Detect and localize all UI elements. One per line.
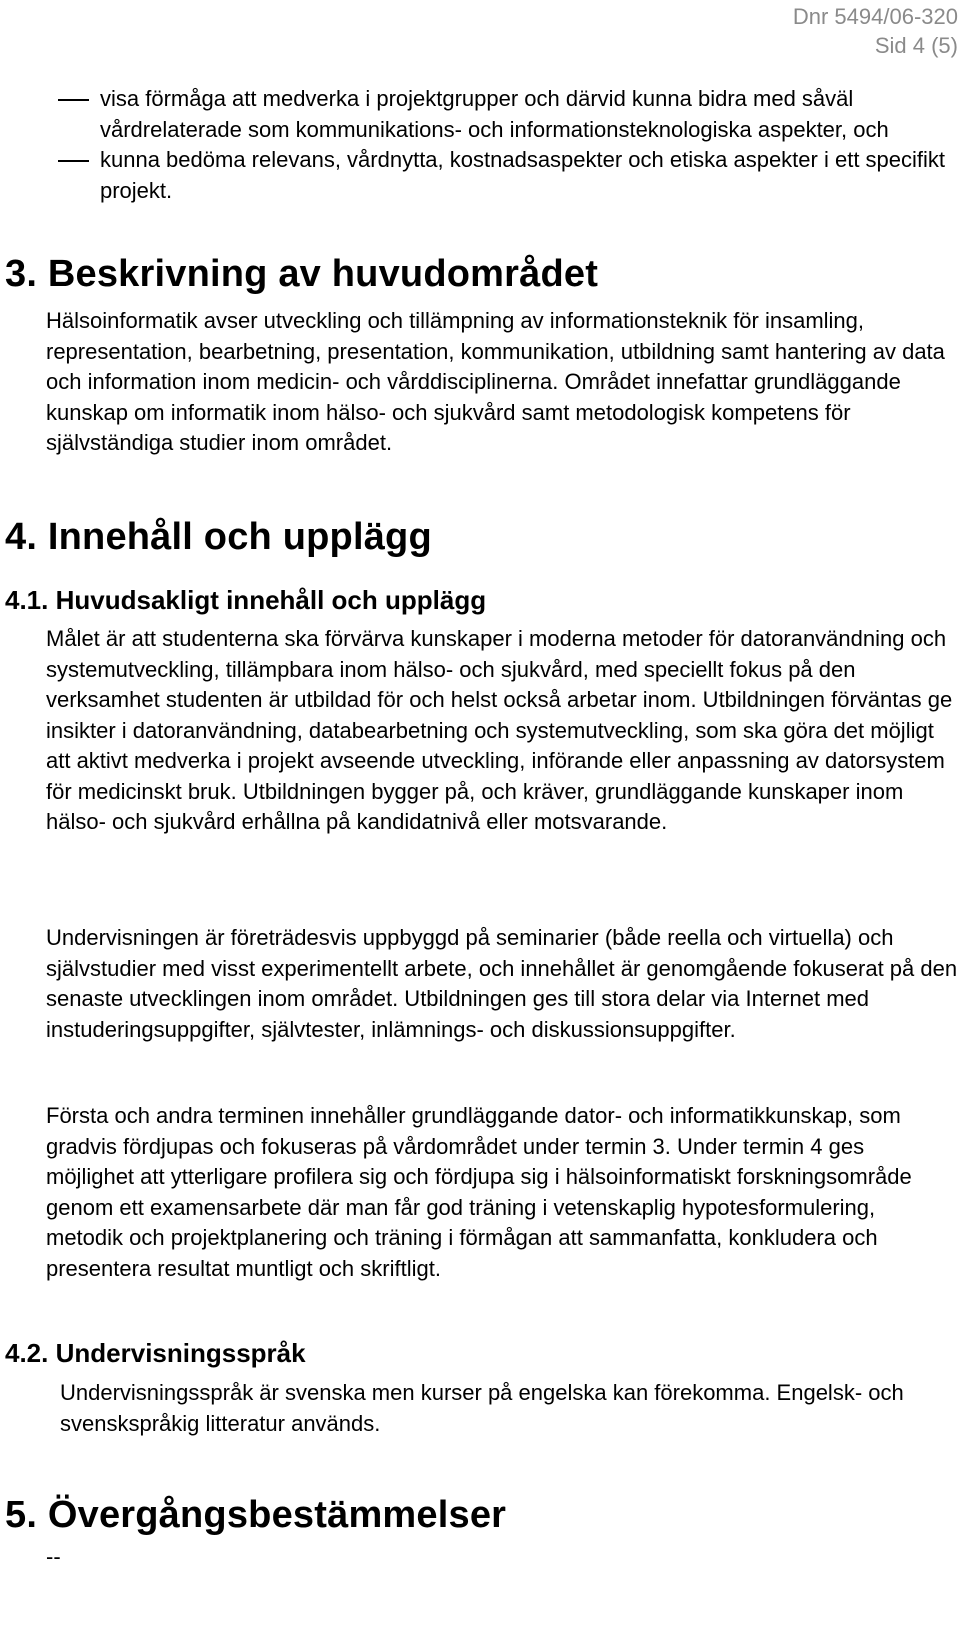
subsection-4-2-heading: [5, 1338, 306, 1369]
section-5-heading: [5, 1494, 506, 1537]
bullet-text: visa förmåga att medverka i projektgrupper och därvid kunna bidra med såväl vårdrelaterade som kommunikations- och informationsteknologiska aspekter, och: [100, 86, 889, 142]
bullet-item: [0, 84, 960, 145]
section-5-title: Övergångsbestämmelser: [47, 1494, 507, 1536]
section-4-title: Innehåll och upplägg: [47, 516, 432, 558]
bullet-list: [0, 84, 960, 206]
section-5-number: 5.: [5, 1494, 38, 1536]
subsection-4-1-number: 4.1.: [5, 585, 49, 615]
section-3-title: Beskrivning av huvudområdet: [47, 253, 599, 295]
paragraph-4-1-b: Undervisningen är företrädesvis uppbyggd på seminarier (både reella och virtuella) och självstudier med visst experimentellt arbete, och innehållet är genomgående fokuserat på den senaste utvecklingen inom området. Utbildningen ges till stora delar via Internet med instuderingsuppgifter, självtester, inlämnings- och diskussionsuppgifter.: [46, 925, 958, 1042]
section-3-number: 3.: [5, 253, 38, 295]
subsection-4-2-title: Undervisningsspråk: [55, 1338, 306, 1368]
dash-icon: [58, 99, 89, 101]
subsection-4-1-heading: [5, 585, 486, 616]
subsection-4-1-title: Huvudsakligt innehåll och upplägg: [55, 585, 487, 615]
paragraph-4-2: Undervisningsspråk är svenska men kurser på engelska kan förekomma. Engelsk- och svenskspråkig litteratur används.: [60, 1380, 904, 1436]
document-header: [793, 2, 958, 60]
dash-icon: [58, 160, 89, 162]
page-number: Sid 4 (5): [874, 33, 958, 58]
bullet-text: kunna bedöma relevans, vårdnytta, kostnadsaspekter och etiska aspekter i ett specifikt projekt.: [100, 147, 946, 203]
bullet-item: [0, 145, 960, 206]
document-number: Dnr 5494/06-320: [792, 4, 958, 29]
section-3-text: Hälsoinformatik avser utveckling och tillämpning av informationsteknik för insamling, representation, bearbetning, presentation, kommunikation, utbildning samt hantering av data och information inom medicin- och vårddisciplinerna. Området innefattar grundläggande kunskap om informatik inom hälso- och sjukvård samt metodologisk kompetens för självständiga studier inom området.: [46, 308, 945, 455]
section-3-heading: [5, 253, 598, 296]
paragraph-4-1-c: Första och andra terminen innehåller grundläggande dator- och informatikkunskap, som gradvis fördjupas och fokuseras på vårdområdet under termin 3. Under termin 4 ges möjlighet att ytterligare profilera sig och fördjupa sig i hälsoinformatiskt forskningsområde genom ett examensarbete där man får god träning i vetenskaplig hypotesformulering, metodik och projektplanering och träning i förmågan att sammanfatta, konkludera och presentera resultat muntligt och skriftligt.: [46, 1103, 912, 1281]
paragraph-4-1-a: Målet är att studenterna ska förvärva kunskaper i moderna metoder för datoranvändning och systemutveckling, tillämpbara inom hälso- och sjukvård, med speciellt fokus på den verksamhet studenten är utbildad för och helst också arbetar inom. Utbildningen förväntas ge insikter i datoranvändning, databearbetning och systemutveckling, som ska göra det möjligt att aktivt medverka i projekt avseende utveckling, införande eller anpassning av datorsystem för medicinskt bruk. Utbildningen bygger på, och kräver, grundläggande kunskaper inom hälso- och sjukvård erhållna på kandidatnivå eller motsvarande.: [46, 626, 953, 834]
section-4-number: 4.: [5, 516, 38, 558]
section-5-text: --: [46, 1544, 61, 1569]
subsection-4-2-number: 4.2.: [5, 1338, 49, 1368]
section-4-heading: [5, 516, 432, 559]
